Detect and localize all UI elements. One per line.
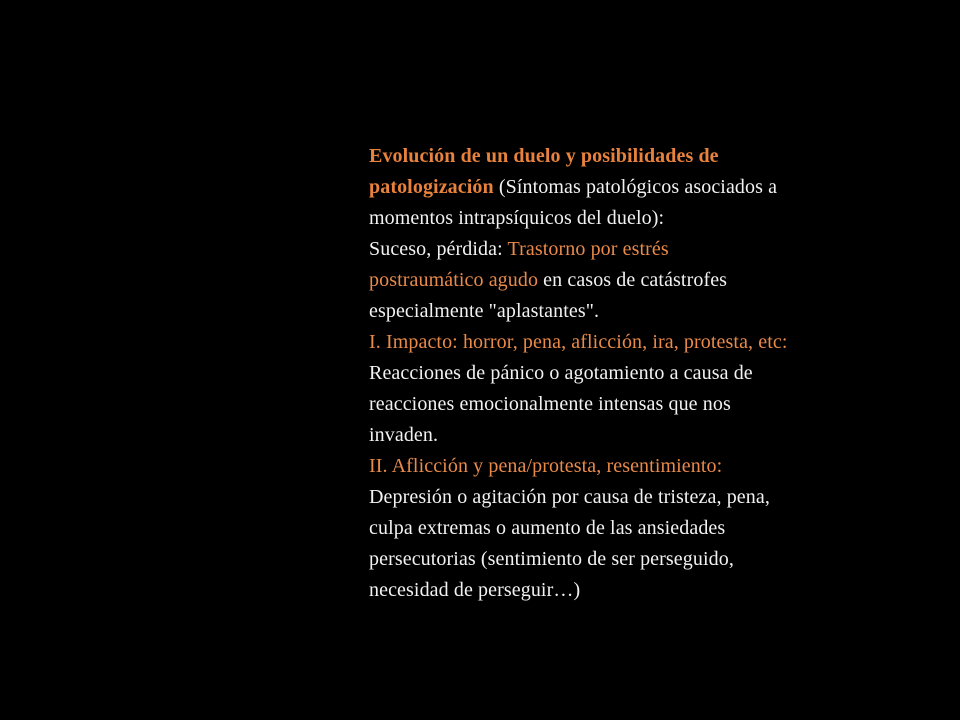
afliccion-line-1: Depresión o agitación por causa de tristeza, pena,	[369, 486, 770, 508]
suceso-accent-2: postraumático agudo	[369, 269, 539, 291]
suceso-line-1	[369, 234, 939, 265]
subtitle-text-2: (Síntomas patológicos asociados a	[493, 176, 778, 198]
impacto-line-2: reacciones emocionalmente intensas que nos	[369, 393, 731, 415]
heading-line-1	[369, 141, 939, 172]
afliccion-heading: II. Aflicción y pena/protesta, resentimiento:	[369, 455, 723, 477]
heading-text-2: patologización	[369, 176, 494, 198]
subtitle-line-3: momentos intrapsíquicos del duelo):	[369, 207, 665, 229]
suceso-accent-1: Trastorno por estrés	[507, 238, 669, 260]
impacto-heading: I. Impacto: horror, pena, aflicción, ira, protesta, etc:	[369, 331, 788, 353]
impacto-line-1: Reacciones de pánico o agotamiento a causa de	[369, 362, 753, 384]
heading-line-2	[369, 172, 939, 203]
impacto-line-3: invaden.	[369, 424, 439, 446]
suceso-line-3: especialmente "aplastantes".	[369, 300, 600, 322]
afliccion-line-4: necesidad de perseguir…)	[369, 579, 581, 601]
slide-text-block	[369, 141, 939, 606]
suceso-line-2	[369, 265, 939, 296]
suceso-label: Suceso, pérdida:	[369, 238, 508, 260]
afliccion-line-3: persecutorias (sentimiento de ser perseguido,	[369, 548, 734, 570]
suceso-rest-2: en casos de catástrofes	[538, 269, 728, 291]
heading-text-1: Evolución de un duelo y posibilidades de	[369, 145, 719, 167]
afliccion-line-2: culpa extremas o aumento de las ansiedades	[369, 517, 726, 539]
